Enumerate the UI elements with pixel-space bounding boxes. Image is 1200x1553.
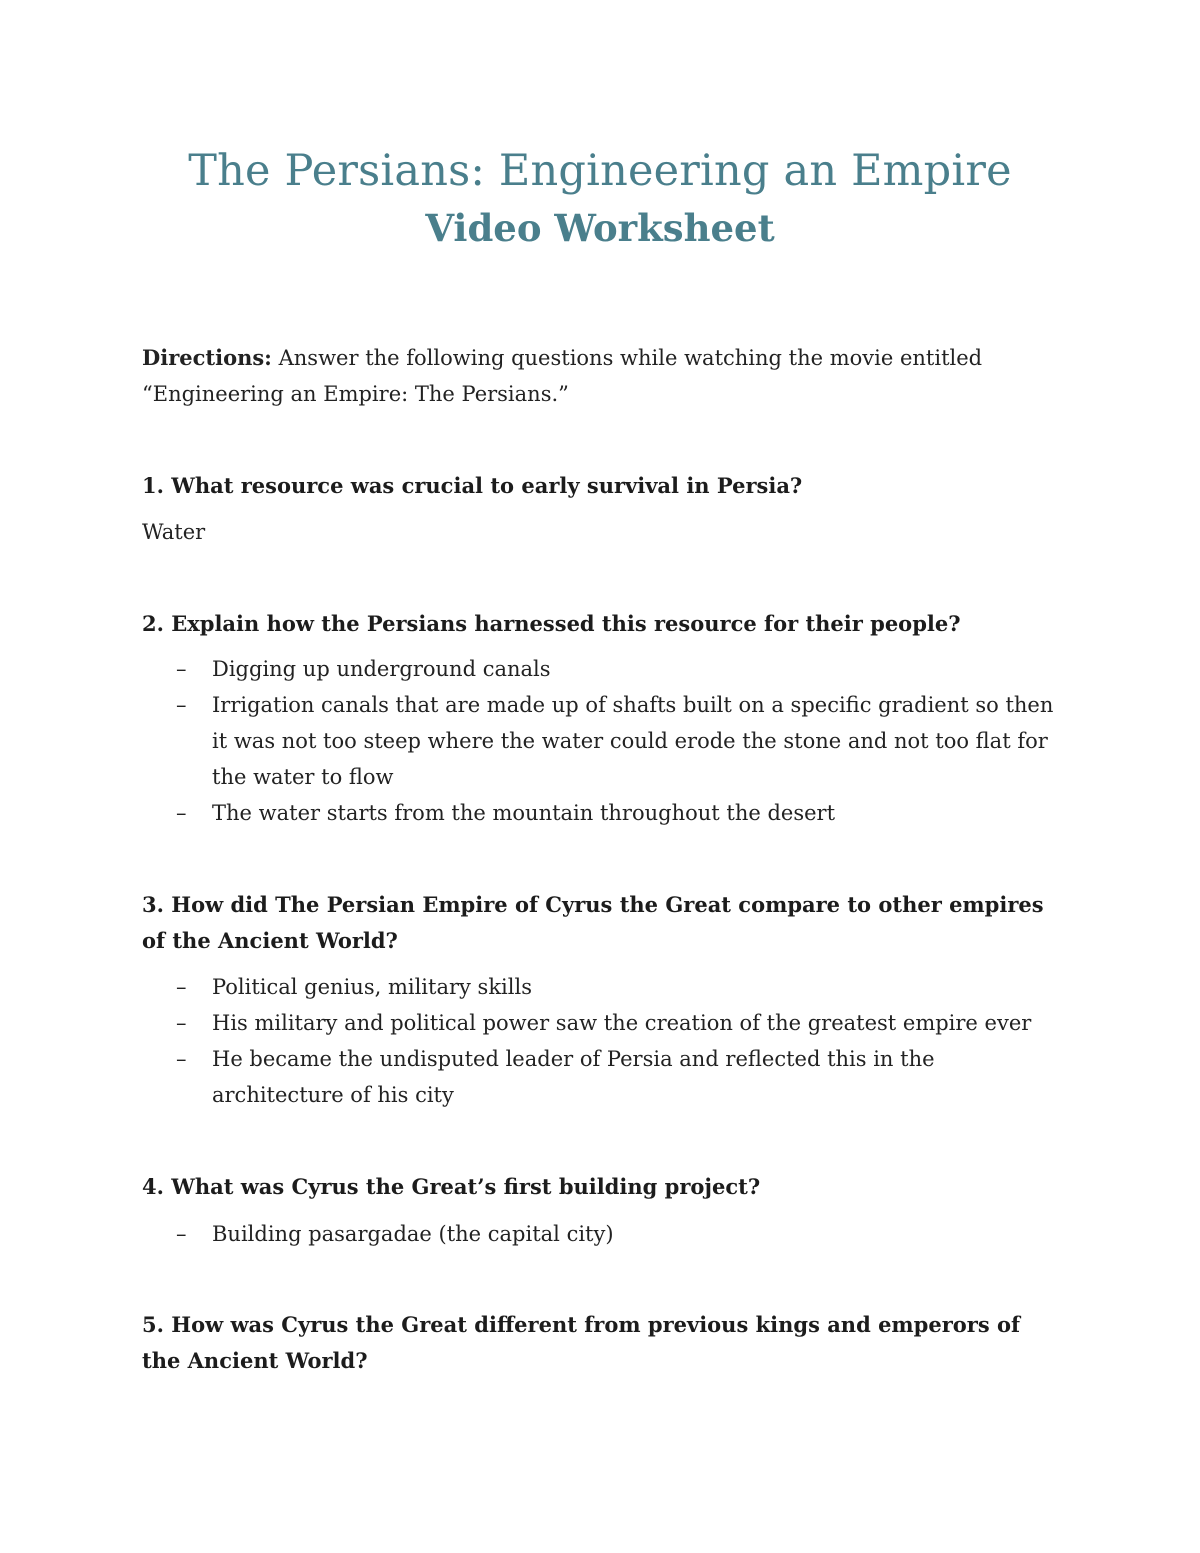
list-item (142, 795, 1062, 831)
list-item-text: Irrigation canals that are made up of shafts built on a specific gradient so then it was not too steep where the water could erode the stone and not too flat for the water to flow (212, 693, 1054, 789)
list-item (142, 1041, 1062, 1113)
directions-label: Directions: (142, 345, 272, 370)
list-item-text: His military and political power saw the creation of the greatest empire ever (212, 1011, 1032, 1035)
dash-marker: – (176, 975, 187, 999)
list-item (142, 1216, 1062, 1252)
question-1: 1. What resource was crucial to early survival in Persia? (142, 473, 803, 498)
question-5: 5. How was Cyrus the Great different from previous kings and emperors of the Ancient World? (142, 1312, 1021, 1373)
page-subtitle: Video Worksheet (425, 206, 775, 250)
list-item-text: He became the undisputed leader of Persia and reflected this in the architecture of his city (212, 1047, 935, 1107)
list-item (142, 687, 1062, 795)
list-item-text: Political genius, military skills (212, 975, 532, 999)
list-item (142, 651, 1062, 687)
question-3: 3. How did The Persian Empire of Cyrus the Great compare to other empires of the Ancient World? (142, 892, 1044, 953)
answer-list-3 (142, 969, 1062, 1113)
answer-list-2 (142, 651, 1062, 831)
list-item (142, 969, 1062, 1005)
question-2: 2. Explain how the Persians harnessed this resource for their people? (142, 611, 961, 636)
dash-marker: – (176, 1047, 187, 1071)
list-item-text: The water starts from the mountain throughout the desert (212, 801, 836, 825)
list-item (142, 1005, 1062, 1041)
dash-marker: – (176, 693, 187, 717)
answer-list-4 (142, 1216, 1062, 1252)
answer-1: Water (142, 520, 206, 544)
directions-text: Answer the following questions while watching the movie entitled (271, 346, 983, 370)
directions-text-line2: “Engineering an Empire: The Persians.” (142, 382, 569, 406)
list-item-text: Digging up underground canals (212, 657, 551, 681)
question-4: 4. What was Cyrus the Great’s first building project? (142, 1174, 761, 1199)
page-title: The Persians: Engineering an Empire (188, 146, 1012, 196)
list-item-text: Building pasargadae (the capital city) (212, 1222, 614, 1246)
dash-marker: – (176, 657, 187, 681)
dash-marker: – (176, 801, 187, 825)
dash-marker: – (176, 1011, 187, 1035)
directions (142, 340, 1062, 412)
dash-marker: – (176, 1222, 187, 1246)
